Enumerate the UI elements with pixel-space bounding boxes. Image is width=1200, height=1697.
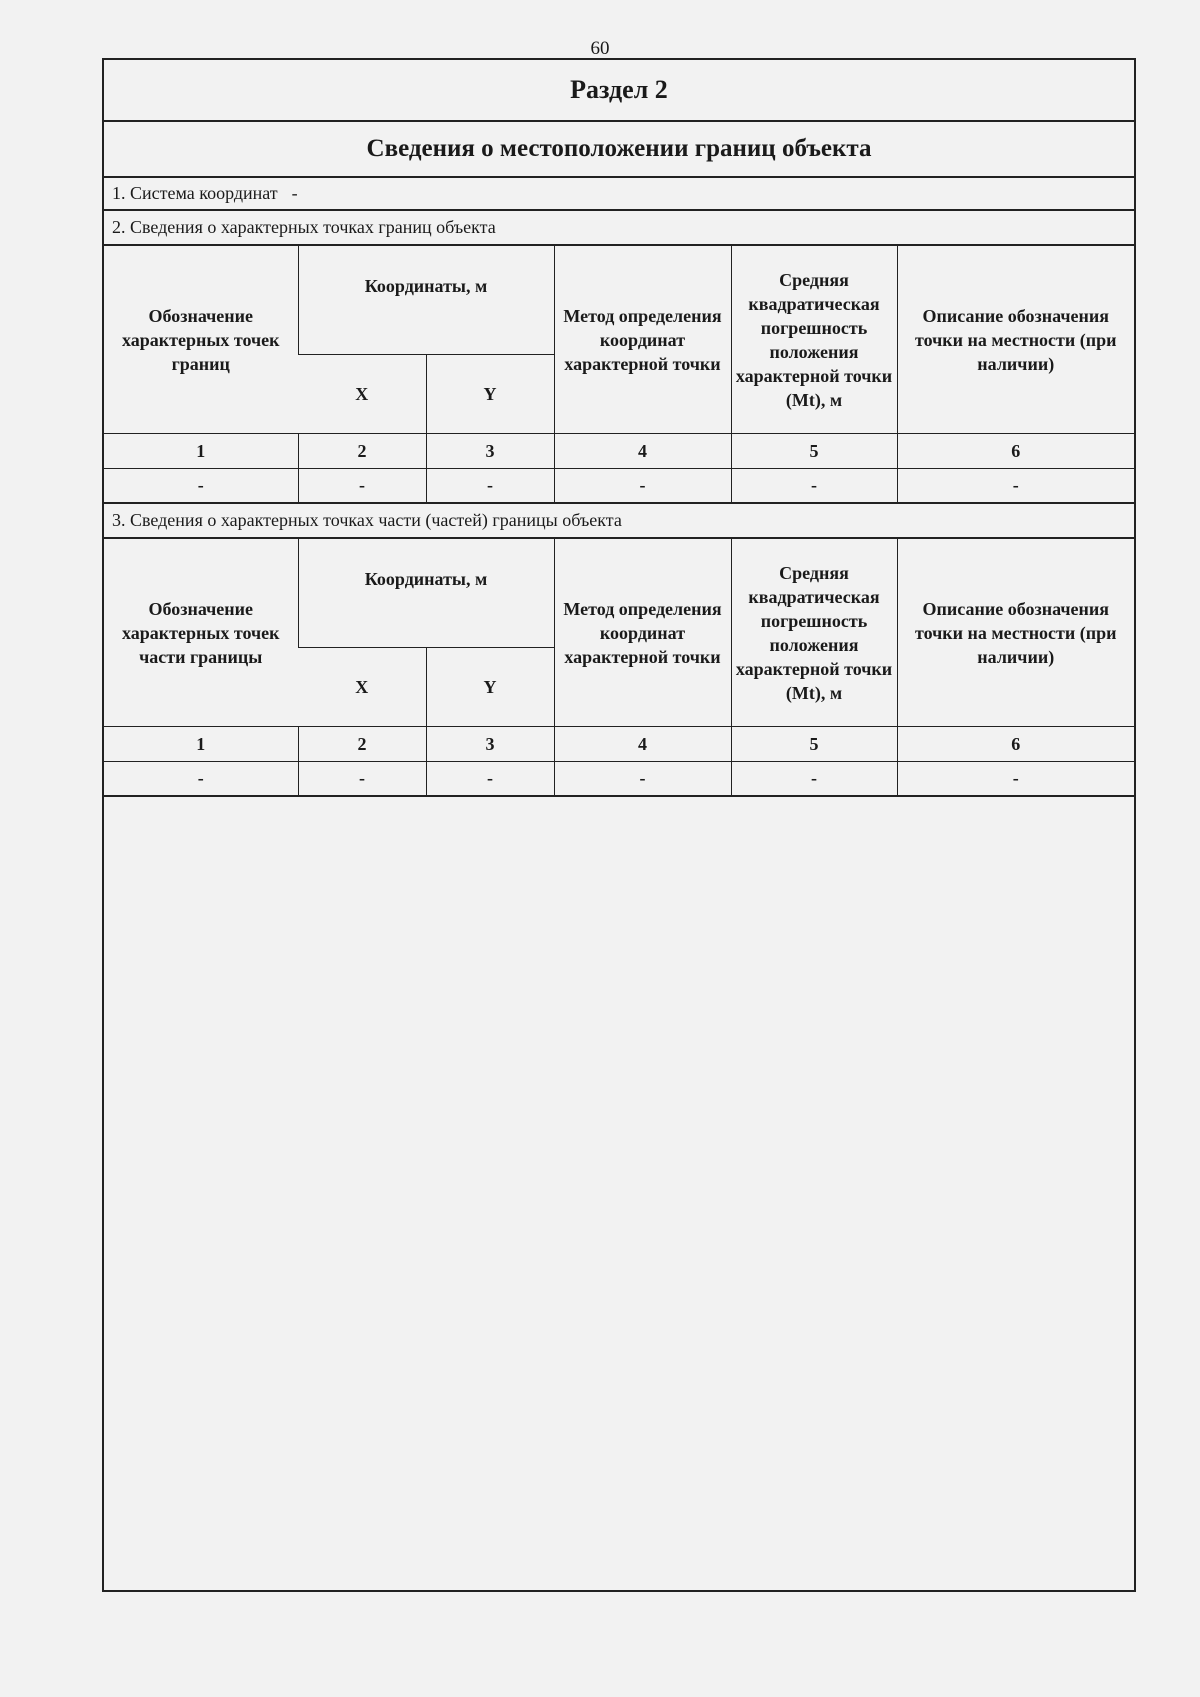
section-title: Раздел 2: [104, 60, 1134, 122]
table-cell: -: [298, 469, 426, 504]
column-number: 6: [897, 727, 1134, 762]
header-description: Описание обозначения точки на местности (при наличии): [897, 539, 1134, 727]
table1-caption: 2. Сведения о характерных точках границ объекта: [104, 211, 1134, 246]
table-cell: -: [426, 469, 554, 504]
table-cell: -: [104, 762, 298, 797]
table-cell: -: [298, 762, 426, 797]
column-number: 2: [298, 727, 426, 762]
table-cell: -: [897, 469, 1134, 504]
section-subtitle: Сведения о местоположении границ объекта: [104, 122, 1134, 178]
column-number: 3: [426, 727, 554, 762]
part-boundary-points-table: [104, 539, 1134, 797]
boundary-points-table: [104, 246, 1134, 504]
column-number: 2: [298, 434, 426, 469]
header-y: Y: [426, 355, 554, 434]
header-designation: Обозначение характерных точек границ: [121, 305, 280, 374]
header-method: Метод определения координат характерной точки: [554, 246, 731, 434]
header-designation: Обозначение характерных точек части границы: [121, 598, 280, 667]
table-cell: -: [104, 469, 298, 504]
table-cell: -: [731, 469, 897, 504]
page-number: 60: [590, 38, 610, 59]
table-cell: -: [554, 762, 731, 797]
header-coordinates: Координаты, м: [298, 246, 554, 355]
column-number: 4: [554, 727, 731, 762]
coord-system-label: 1. Система координат: [112, 183, 278, 203]
table-row: [104, 469, 1134, 504]
header-error: Средняя квадратическая погрешность положения характерной точки (Mt), м: [731, 539, 897, 727]
table-row: [104, 762, 1134, 797]
column-number: 1: [104, 434, 298, 469]
column-number: 5: [731, 727, 897, 762]
header-x: X: [298, 648, 426, 727]
table-cell: -: [554, 469, 731, 504]
column-number: 4: [554, 434, 731, 469]
header-method: Метод определения координат характерной точки: [554, 539, 731, 727]
header-coordinates: Координаты, м: [298, 539, 554, 648]
header-error: Средняя квадратическая погрешность положения характерной точки (Mt), м: [731, 246, 897, 434]
table-cell: -: [897, 762, 1134, 797]
table2-caption: 3. Сведения о характерных точках части (частей) границы объекта: [104, 504, 1134, 539]
header-description: Описание обозначения точки на местности (при наличии): [897, 246, 1134, 434]
coord-system-value: -: [291, 183, 298, 203]
coord-system-line: [104, 178, 1134, 211]
column-number: 5: [731, 434, 897, 469]
document-frame: [102, 58, 1136, 1592]
header-y: Y: [426, 648, 554, 727]
table-cell: -: [426, 762, 554, 797]
column-number: 1: [104, 727, 298, 762]
header-x: X: [298, 355, 426, 434]
column-number: 6: [897, 434, 1134, 469]
table-cell: -: [731, 762, 897, 797]
column-number: 3: [426, 434, 554, 469]
